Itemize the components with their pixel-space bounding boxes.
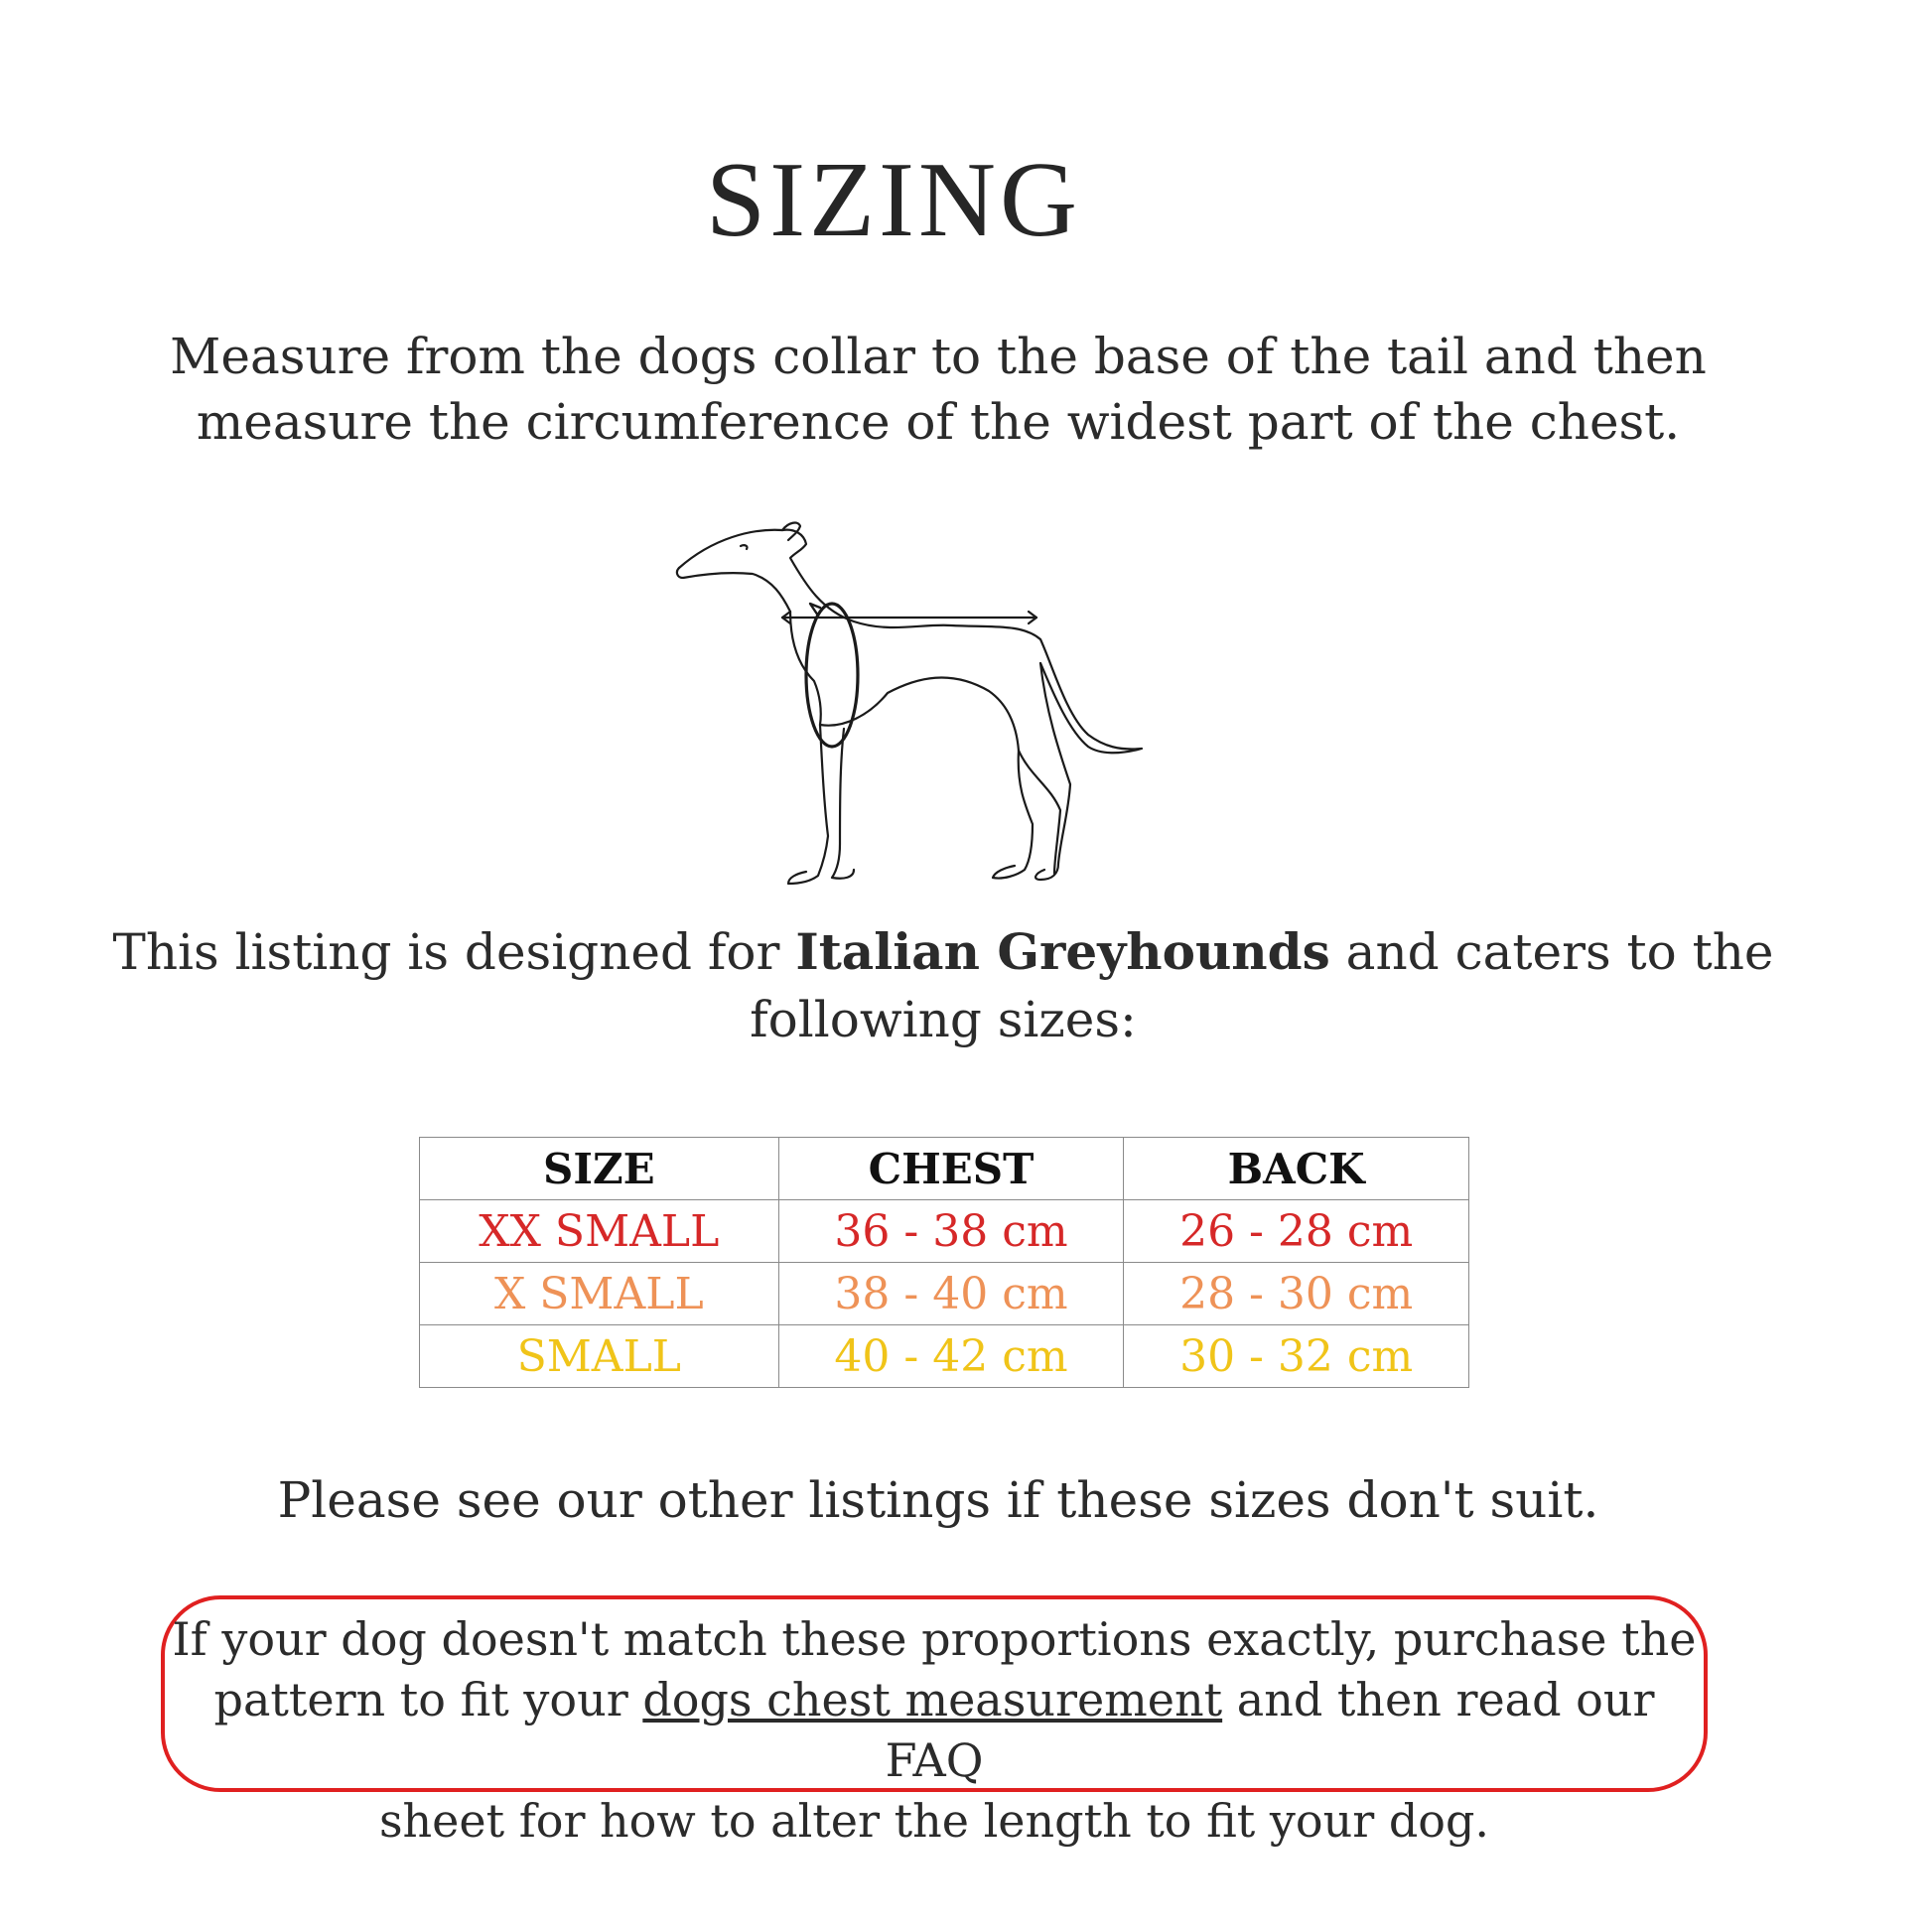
designed-line-2: following sizes: [750,991,1137,1048]
breed-name: Italian Greyhounds [795,922,1330,981]
note-line-2-suffix: and then read our FAQ [885,1673,1655,1787]
chest-cell: 36 - 38 cm [778,1200,1124,1263]
note-line-2 [165,1670,1704,1791]
note-line-1: If your dog doesn't match these proportions exactly, purchase the [172,1612,1697,1666]
note-line-3: sheet for how to alter the length to fit your dog. [378,1794,1490,1848]
other-listings-text: Please see our other listings if these sizes don't suit. [277,1471,1599,1529]
back-cell: 28 - 30 cm [1124,1263,1469,1325]
page-title: SIZING [706,141,1081,259]
intro-line-1: Measure from the dogs collar to the base of the tail and then [170,328,1707,385]
note-box [161,1595,1708,1848]
designed-prefix: This listing is designed for [112,923,780,981]
listing-description [60,918,1827,1053]
header-back: BACK [1124,1138,1469,1200]
back-cell: 26 - 28 cm [1124,1200,1469,1263]
chest-measurement-link[interactable]: dogs chest measurement [642,1673,1223,1726]
size-cell: XX SMALL [420,1200,779,1263]
size-table [419,1137,1469,1388]
chest-cell: 40 - 42 cm [778,1325,1124,1388]
intro-text [0,324,1876,455]
table-row [420,1263,1469,1325]
greyhound-measurement-icon [623,516,1172,894]
table-row [420,1200,1469,1263]
designed-suffix: and caters to the [1345,923,1774,981]
header-chest: CHEST [778,1138,1124,1200]
note-line-2-prefix: pattern to fit your [213,1673,628,1726]
size-cell: X SMALL [420,1263,779,1325]
size-cell: SMALL [420,1325,779,1388]
table-row [420,1325,1469,1388]
table-header-row [420,1138,1469,1200]
intro-line-2: measure the circumference of the widest part of the chest. [196,393,1681,451]
chest-cell: 38 - 40 cm [778,1263,1124,1325]
back-cell: 30 - 32 cm [1124,1325,1469,1388]
header-size: SIZE [420,1138,779,1200]
